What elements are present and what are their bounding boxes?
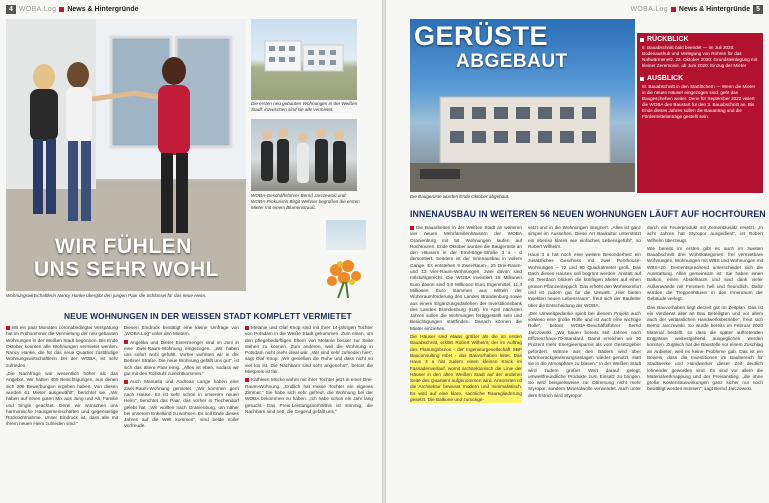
sidebar-title-rueckblick: RÜCKBLICK: [637, 33, 763, 44]
sidebar-box: [637, 33, 763, 193]
section-label: News & Hintergründe: [678, 6, 751, 13]
article-headline: NEUE WOHNUNGEN IN DER WEISSEN STADT KOMPLETT VERMIETET: [64, 311, 352, 321]
sidebar-text-ausblick: III. Bauabschnitt in den Startlöchern — Wenn die Mieter in die neuen Häuser eingezogen sind, geht das Baugeschehen weiter. Denn für September 2022 visiert die WOBA den Baustart für den 3. Bauabschnitt an. Bis Ende dieses Jahres sollen die Bauantrag und die Fördermittelanträge gestellt sein.: [642, 84, 756, 119]
text-column-2: [528, 225, 641, 501]
bullet-square-icon: [410, 226, 414, 230]
text-column-1: [6, 325, 118, 501]
right-header: [630, 5, 763, 14]
paragraph: Die Bauarbeiten in der Weißen Stadt an weiteren vier neuen Mehrfamilienhäusern der WOBA Oranienburg mit 56 Wohnungen laufen auf Hochtouren. Ende Oktober wurden die Baugerüste an den Häusern in der Emil-Böge-Straße 3 a - d demontiert. Seitdem ist der Innenausbau in vollem Gange. Es entstehen 9 Zwei-Raum-, 25 Drei-Raum- und 12 Vier-Raum-Wohnungen, zwei davon sind rollstuhlgerecht. Die WOBA investiert 15 Millionen Euro davon sind 3,8 Millionen Euro Eigenmittel, 11,4 Millionen Euro stammen aus Mitteln der Wohnraumförderung des Landes Brandenburg sowie aus einem Ergänzungsdarlehen der Investitionsbank des Landes Brandenburg (ILB). Im April nächsten Jahres sollen die Wohnungen fertiggestellt sein und Besichtigungen stattfinden. Danach können die Mieter einziehen.: [410, 225, 522, 331]
paragraph: setzt und in die Wohnungen integriert. „Alles ist ganz simpel im Aussehen. Diese Art Baukultur unterstützt ein ebenso klares wie einfaches Lebensgefühl“, so Robert Wilhelm.: [528, 225, 641, 249]
page-number: 5: [753, 5, 763, 14]
buildings-illustration: [251, 19, 357, 100]
building-photo-caption: Die ersten neu gebauten Wohnungen in der Weißen Stadt: inzwischen sind sie alle vermietet.: [251, 101, 358, 112]
bullet-square-icon: [6, 326, 10, 330]
text-column-1: [410, 225, 522, 501]
paragraph: Wie bereits im ersten gibt es auch im zweiten Bauabschnitt drei Wohnkategorien: frei vermietbare Wohnungen, Wohnungen mit WBS und Wohnungen mit WBS+20. Dementsprechend unterscheidet sich die Ausstattung. Allen gemeinsam ist: Sie haben einen Balkon, einen Abstellraum und sind dank vieler Außenwände mit Fenstern hell und freundlich. Dafür wurden die Treppenhäuser in den Innenraum der Gebäude verlegt.: [647, 245, 763, 302]
text-column-2: [124, 325, 239, 501]
text-column-3: [245, 325, 373, 501]
feature-title-line1: WIR FÜHLEN: [55, 235, 192, 258]
people-group-illustration: [251, 119, 357, 191]
flower-bouquet-photo: [316, 252, 372, 300]
bullet-square-icon: [124, 380, 128, 384]
construction-photo-caption: Die Baugerüste wurden Ende Oktober abgebaut.: [410, 194, 510, 199]
sidebar-title-ausblick: AUSBLICK: [637, 72, 763, 83]
left-page: [0, 0, 382, 503]
paragraph: Angelika und Dieter Eisenmenger sind im Juni in eine Zwei-Raum-Wohnung eingezogen. „Wir haben uns sofort wohl gefühlt. Vorher wohnten wir in der Berliner Straße. Die neue Wohnung gefällt uns gut“, ist sich das ältere Paar einig. „Alles ist eben, sodass wir gut mit den Rollstuhl zurechtkommen.“: [124, 339, 239, 377]
right-page: [386, 0, 769, 503]
bullet-square-icon: [245, 378, 249, 382]
sidebar-text-rueckblick: II. Bauabschnitt bald beendet — im Juli 2020: Bodenaushub und Verlegung von Rohren für das Nahwärmenetz. 23. Oktober 2020: Grundsteinlegung mit kleiner Zeremonie. ab Juni 2020: Einzug der Mieter: [642, 45, 758, 68]
article-headline: INNENAUSBAU IN WEITEREN 56 NEUEN WOHNUNGEN LÄUFT AUF HOCHTOUREN: [410, 209, 766, 219]
main-photo-caption: Wohnungswirtschaftlerin Nancy Hanke übergibt den jungen Paar die Schlüssel für das neue Heim.: [6, 293, 207, 298]
feature-title-line2: UNS SEHR WOHL: [34, 258, 219, 281]
left-header: [6, 5, 139, 14]
brand-label: WOBA.Log: [18, 6, 57, 13]
small-building-photo: [326, 220, 366, 250]
management-photo: [251, 119, 357, 191]
building-photo: [251, 19, 357, 100]
bullet-square-icon: [671, 7, 676, 12]
paragraph: durch ein Feuerprodukt mit Zementzusatz ersetzt. „In acht Jahren hat Styropor ausgedient“, ist Robert Wilhelm überzeugt.: [647, 225, 763, 243]
paragraph: „Der Umweltgedanke spielt bei diesem Projekt auch sowieso eine große Rolle und ist auch eine wichtige Rolle“, betont WOBA-Geschäftsführer Bernd Jarczewski. „Wir bauen bereits seit Jahren nach Effizienzhaus-70-Standard. Damit erreichen wir 30 Prozent mehr Energieersparnis als vom Gesetzgeber gefordert. Wärme aus den Bädern wird über Wärmerückgewinnungsanlagen wieder genutzt, statt sie in die Atmosphäre zu blasen.“ In der Weißen Stadt wird zudem großer Wert darauf gelegt, umweltfreundliche Produkte zum Einsatz zu bringen. So wird beispielsweise zur Dämmung nicht mehr Styropor, sondern Mineralwolle verwendet. Auch unter dem Estrich wird Styropor: [528, 310, 641, 398]
brand-label: WOBA.Log: [630, 6, 668, 13]
management-photo-caption: WOBA-Geschäftsführer Bernd Jarczewski und WOBA-Prokuristin Birgit Wehner begrüßen die ersten Mieter mit einem Blumenstrauß.: [251, 193, 360, 210]
feature-title-line2: ABGEBAUT: [456, 51, 568, 72]
text-column-3: [647, 225, 763, 501]
paragraph: Auch Manuela und Andreas Lange haben eine Zwei-Raum-Wohnung gemietet. „Wir kommen gern nach Hause. Es ist sehr schön in unserem neuen Heim“, berichtet das Paar, das vorher in Tiechendorf gelebt hat. „Wir wollten nach Oranienburg, um näher bei unserem Enkelkind zu wohnen. Es soll Ende dieses Jahres auf die Welt kommen“, sind beide voller Vorfreude.: [124, 379, 239, 429]
bullet-square-icon: [245, 326, 249, 330]
highlighted-paragraph: Die Häuser sind etwas größer als die im ersten Bauabschnitt, erklärt Robert Wilhelm, der im Auftrag des Planungsbüros - der Ingenieurgesellschaft SBP Bauconsulting mbH - das Bauvorhaben leitet. Das Haus 3 a hat zudem einen kleinen Knick im Fassadenverlauf, womit architektonisch die Linie der Häuser in den alten Weißen Stadt auf der anderen Seite des Quartiers aufgenommen wird. Ansonsten ist die Architektur bewusst modern und minimalistisch. Es wird auf eine klare, sachliche Raumgliederung gesetzt. Die Balkone und zurückge-: [410, 334, 522, 403]
paragraph: Diesen Eindruck bestätigt eine kleine Umfrage von „WOBA.Log“ unter den Mietern.: [124, 325, 239, 337]
paragraph: Mit ein paar Monaten coronabedingter Verspätung hat im Frühsommer die Vermietung der neu gebauten Wohnungen in der Weißen Stadt begonnen. Bis Ende Oktober konnten alle Wohnungen vermietet werden. Nancy Hanke, die für das neue Quartier zuständige Wohnungswirtschaftlerin bei der WOBA, ist sehr zufrieden.: [6, 325, 118, 368]
paragraph: Kathleen Mücke wohnt mit ihrer Tochter jetzt in einer Drei-Raum-Wohnung. „Endlich hat meine Tochter ein eigenes Zimmer.“ Sie habe sich sehr gefreut, die Wohnung bei der WOBA bekommen zu haben. „Ich habe schon ein Jahr lang gesucht. Das Preis-Leistungsverhältnis ist stimmig, die Nachbarn sind nett, die Gegend gefällt uns.“: [245, 377, 373, 414]
bullet-square-icon: [59, 7, 64, 12]
paragraph: Das Bauvorhaben liegt derzeit gut im Zeitplan. Das ist ein Verdienst aller an Bau Beteiligten und vor allem auch der verlässlichen Handwerksbetriebe“, freut sich Bernd Jarczewski. So wurde bereits im Februar 2020 Material bestellt, so dass die später auftretenden Engpässe weitestgehend ausgeglichen werden konnten. Zugleich hat die Baustelle vor einem Zuschlag an Anbieter, weil es keine Probleme gab. Das ist ein Beweis, dass die Investitionen im Baubereich für Stadtwerke und Handwerker dieser Zeit deutlich lohnender geworden sind. Es sind vor allem die Materialverknappung und der Preisanstieg, „die ohne große Kostensauswirkungen ganz sicher nur noch bewältigt werden müssen“, sagt Bernd Jarczewski.: [647, 304, 763, 392]
bouquet-icon: [316, 252, 372, 300]
bullet-square-icon: [124, 340, 128, 344]
paragraph: Haus 3 a hat noch eine weitere Besonderheit: ein zusätzliches Geschoss mit zwei Penthouse-Wohnungen – 72 und 90 Quadratmeter groß. Das Dach dieses Hauses soll begrünt werden. Anstatt auf ein Teerdach blicken die künftigen Mieter auf einen grünen Pflanzenteppich. Das erhöht den Wohnkomfort und ist zudem gut für die Umwelt. „Hier bieten Insekten neuen Lebensraum“, freut sich der Bauleiter über die Entscheidung der WOBA.: [528, 252, 641, 308]
section-label: News & Hintergründe: [67, 6, 139, 13]
page-number: 4: [6, 5, 16, 14]
paragraph: Melanie und Olaf Knop sind mit ihrer 14-jährigen Tochter von Potsdam in die Weiße Stadt gekommen. Zum einen, um den pflegebedürftigen Eltern von Melanie besser zur Seite stehen zu können. Zum anderen, weil die Wohnung in Potsdam nicht mehr ideal war. „Wir sind sehr zufrieden hier“, sagt Olaf Knop. „Wir genießen die Ruhe und dass nicht so viel los ist. Die Nachbarn sind sehr angenehm“, betont die Mietpreis ist fair.: [245, 325, 373, 375]
feature-title-line1: GERÜSTE: [414, 21, 549, 51]
paragraph: „Die Nachfrage war wesentlich höher als das Angebot. Wir hatten 400 Besichtigungen, aus denen sich 200 Bewerbungen ergeben haben. Von diesen wurden 61 Mieter ausgewählt“, berichtet sie. „Wir haben auf einen guten Mix aus Jung und Alt, Familie und Single geachtet. Denn wir wünschen uns harmonische Hausgemeinschaften und gegenseitige Rücksichtnahme. Unser Eindruck ist, dass alle mit ihrem neuen Heim zufrieden sind.“: [6, 371, 118, 427]
